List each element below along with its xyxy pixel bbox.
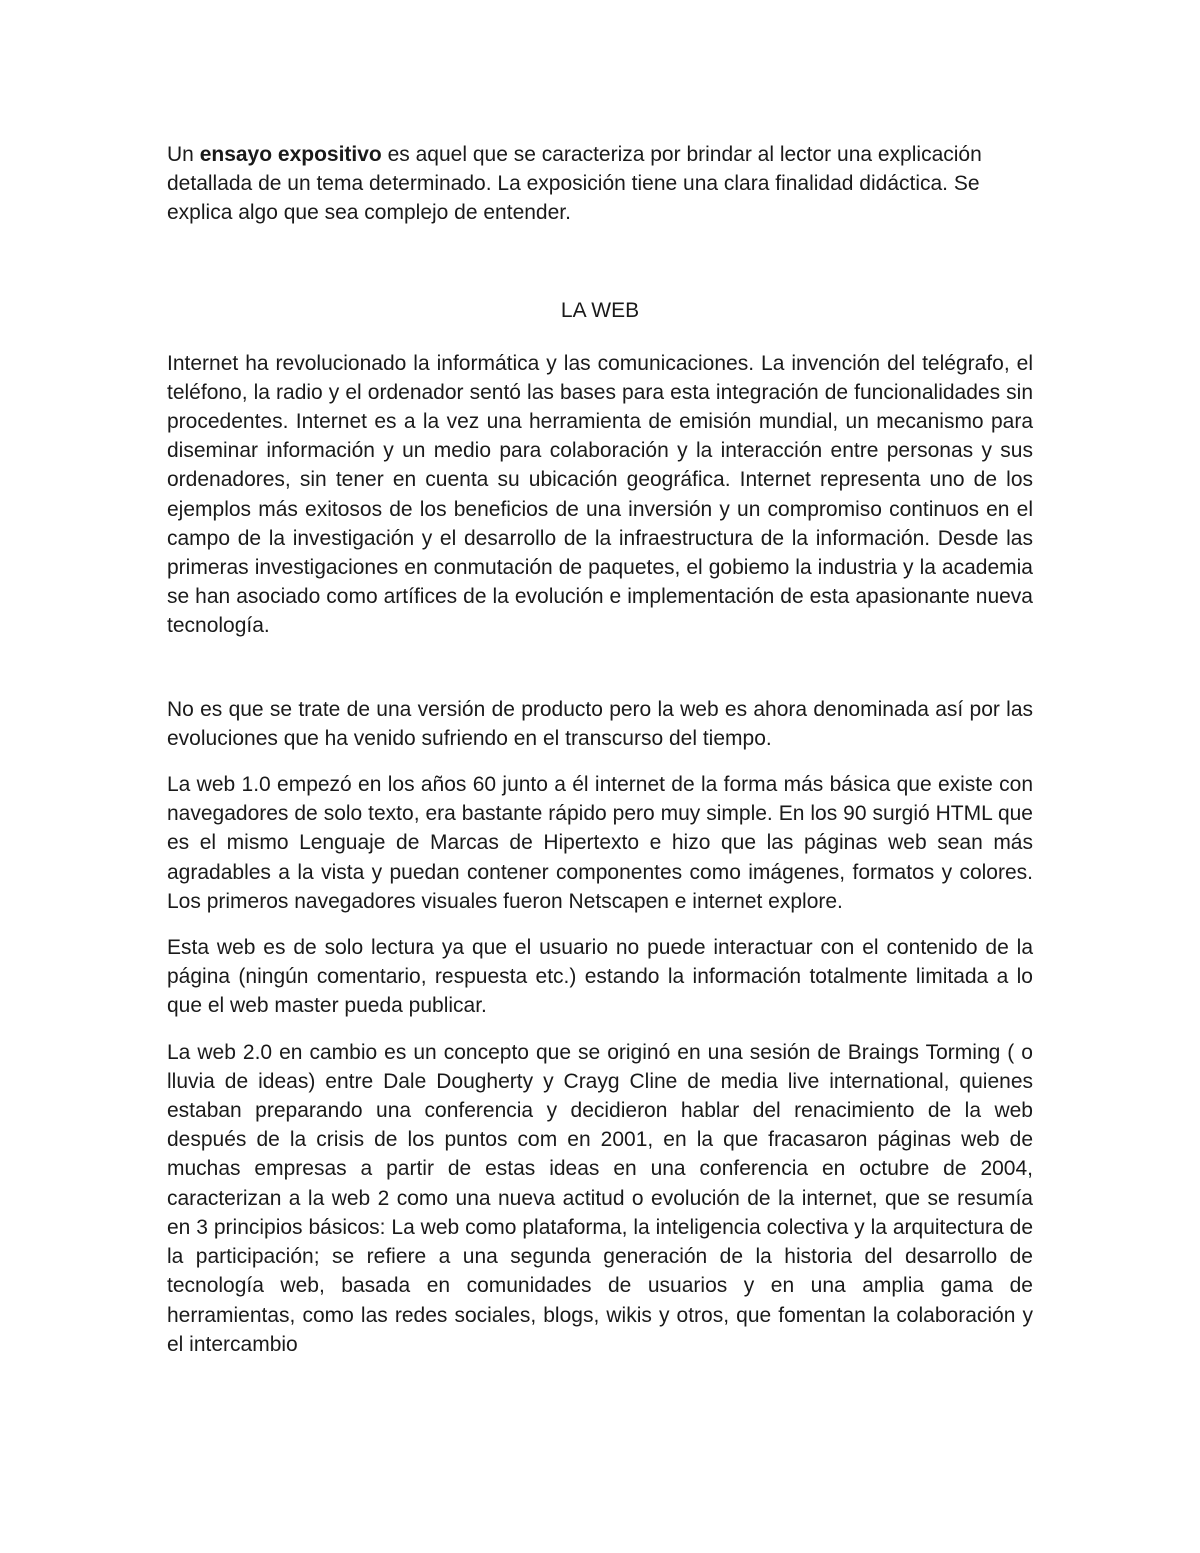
paragraph-internet: Internet ha revolucionado la informática y las comunicaciones. La invención del telégrafo, el teléfono, la radio y el ordenador sentó las bases para esta integración de funcionalidades sin procedentes. Internet es a la vez una herramienta de emisión mundial, un mecanismo para diseminar información y un medio para colaboración y la interacción entre personas y sus ordenadores, sin tener en cuenta su ubicación geográfica. Internet representa uno de los ejemplos más exitosos de los beneficios de una inversión y un compromiso continuos en el campo de la investigación y el desarrollo de la infraestructura de la información. Desde las primeras investigaciones en conmutación de paquetes, el gobiemo la industria y la academia se han asociado como artífices de la evolución e implementación de esta apasionante nueva tecnología. <box>167 351 1033 638</box>
intro-text-start: Un <box>167 143 200 166</box>
section-heading: LA WEB <box>560 298 640 322</box>
paragraph-read-only: Esta web es de solo lectura ya que el usuario no puede interactuar con el contenido de la página (ningún comentario, respuesta etc.) estando la información totalmente limitada a lo que el web master pueda publicar. <box>167 936 1033 1018</box>
paragraph-web-1-0: La web 1.0 empezó en los años 60 junto a él internet de la forma más básica que existe con navegadores de solo texto, era bastante rápido pero muy simple. En los 90 surgió HTML que es el mismo Lenguaje de Marcas de Hipertexto e hizo que las páginas web sean más agradables a la vista y puedan contener componentes como imágenes, formatos y colores. Los primeros navegadores visuales fueron Netscapen e internet explore. <box>167 773 1033 913</box>
intro-text-end: es aquel que se caracteriza por brindar al lector una explicación detallada de un tema determinado. La exposición tiene una clara finalidad didáctica. Se explica algo que sea complejo de entender. <box>167 143 982 225</box>
intro-paragraph <box>167 140 1033 228</box>
intro-bold-term: ensayo expositivo <box>199 143 382 166</box>
paragraph-web-evolution: No es que se trate de una versión de producto pero la web es ahora denominada así por las evoluciones que ha venido sufriendo en el transcurso del tiempo. <box>167 697 1033 750</box>
paragraph-web-2-0: La web 2.0 en cambio es un concepto que se originó en una sesión de Braings Torming ( o lluvia de ideas) entre Dale Dougherty y Crayg Cline de media live international, quienes estaban preparando una conferencia y decidieron hablar del renacimiento de la web después de la crisis de los puntos com en 2001, en la que fracasaron páginas web de muchas empresas a partir de estas ideas en una conferencia en octubre de 2004, caracterizan a la web 2 como una nueva actitud o evolución de la internet, que se resumía en 3 principios básicos: La web como plataforma, la inteligencia colectiva y la arquitectura de la participación; se refiere a una segunda generación de la historia del desarrollo de tecnología web, basada en comunidades de usuarios y en una amplia gama de herramientas, como las redes sociales, blogs, wikis y otros, que fomentan la colaboración y el intercambio <box>167 1040 1033 1356</box>
document-body <box>167 140 1033 1359</box>
